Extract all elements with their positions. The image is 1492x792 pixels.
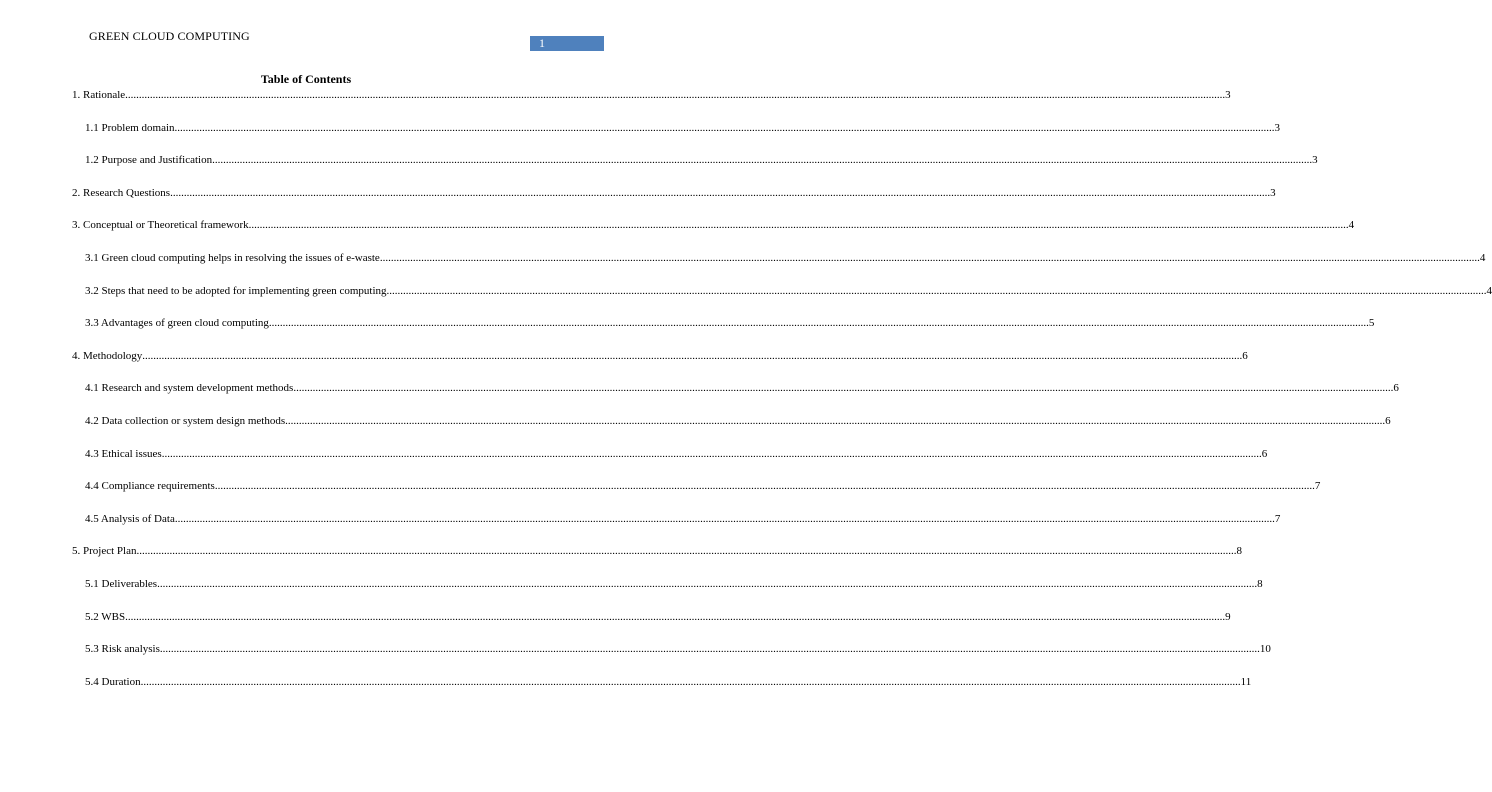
toc-entry-page: 8 (1236, 545, 1242, 558)
toc-entry-page: 4 (1486, 284, 1492, 297)
toc-entry[interactable] (85, 610, 1231, 624)
toc-entry-label: 5.4 Duration (85, 675, 141, 688)
toc-entry-label: 5.2 WBS (85, 610, 126, 623)
toc-entry-page: 4 (1479, 252, 1486, 264)
toc-entry-page: 6 (1393, 382, 1399, 395)
toc-entry-page: 3 (1312, 154, 1318, 167)
toc-dot-leader: ................................................................................................................................................................................................................................................................................................................................................................................................................ (174, 512, 1275, 525)
toc-entry-label: 4.4 Compliance requirements (85, 480, 215, 493)
toc-entry[interactable] (72, 186, 1276, 200)
toc-entry-page: 9 (1225, 610, 1231, 623)
toc-entry-label: 1.1 Problem domain (85, 121, 175, 134)
toc-entry[interactable] (85, 415, 1391, 428)
toc-dot-leader: ................................................................................................................................................................................................................................................................................................................................................................................................................ (268, 317, 1369, 330)
toc-entry-page: 4 (1348, 219, 1355, 232)
toc-dot-leader: ................................................................................................................................................................................................................................................................................................................................................................................................................ (157, 578, 1258, 590)
toc-entry-label: 2. Research Questions (72, 186, 171, 199)
toc-entry[interactable] (72, 349, 1248, 363)
toc-dot-leader: ................................................................................................................................................................................................................................................................................................................................................................................................................ (379, 252, 1480, 264)
toc-dot-leader: ................................................................................................................................................................................................................................................................................................................................................................................................................ (293, 382, 1394, 395)
toc-entry-page: 7 (1274, 512, 1281, 525)
toc-entry-label: 1.2 Purpose and Justification (85, 154, 213, 167)
toc-dot-leader: ................................................................................................................................................................................................................................................................................................................................................................................................................ (142, 349, 1243, 362)
toc-entry[interactable] (85, 578, 1263, 591)
toc-entry[interactable] (85, 154, 1318, 167)
toc-entry[interactable] (85, 447, 1268, 461)
toc-entry[interactable] (85, 512, 1281, 526)
toc-entry-page: 8 (1257, 578, 1263, 590)
toc-entry-label: 3.1 Green cloud computing helps in resolving the issues of e-waste (85, 252, 380, 264)
toc-entry[interactable] (85, 643, 1271, 656)
toc-entry-label: 5. Project Plan (72, 545, 137, 558)
toc-dot-leader: ................................................................................................................................................................................................................................................................................................................................................................................................................ (170, 186, 1271, 199)
toc-dot-leader: ................................................................................................................................................................................................................................................................................................................................................................................................................ (285, 415, 1386, 427)
toc-entry[interactable] (85, 121, 1281, 135)
toc-dot-leader: ................................................................................................................................................................................................................................................................................................................................................................................................................ (161, 447, 1262, 460)
toc-entry-label: 5.3 Risk analysis (85, 643, 160, 656)
toc-entry-page: 6 (1385, 415, 1391, 427)
toc-entry-label: 4.5 Analysis of Data (85, 512, 175, 525)
toc-entry-label: 3.3 Advantages of green cloud computing (85, 317, 269, 330)
toc-entry-page: 3 (1270, 186, 1276, 199)
page-number-box (530, 36, 604, 51)
toc-entry-label: 3.2 Steps that need to be adopted for implementing green computing (85, 284, 387, 297)
toc-entry[interactable] (85, 382, 1399, 395)
toc-dot-leader: ................................................................................................................................................................................................................................................................................................................................................................................................................ (140, 675, 1241, 688)
toc-entry-label: 1. Rationale (72, 89, 126, 101)
toc-dot-leader: ................................................................................................................................................................................................................................................................................................................................................................................................................ (214, 480, 1315, 493)
toc-entry[interactable] (72, 89, 1231, 102)
toc-entry-page: 7 (1314, 480, 1321, 493)
toc-title: Table of Contents (260, 72, 352, 86)
header-title: GREEN CLOUD COMPUTING (89, 29, 250, 43)
toc-dot-leader: ................................................................................................................................................................................................................................................................................................................................................................................................................ (174, 121, 1275, 134)
toc-entry[interactable] (72, 545, 1242, 558)
toc-entry-page: 6 (1261, 447, 1268, 460)
toc-entry-page: 5 (1368, 317, 1375, 330)
toc-dot-leader: ................................................................................................................................................................................................................................................................................................................................................................................................................ (212, 154, 1313, 167)
toc-dot-leader: ................................................................................................................................................................................................................................................................................................................................................................................................................ (136, 545, 1237, 558)
toc-entry[interactable] (85, 284, 1492, 298)
toc-entry-label: 4.1 Research and system development methods (85, 382, 294, 395)
toc-dot-leader: ................................................................................................................................................................................................................................................................................................................................................................................................................ (386, 284, 1487, 297)
toc-entry[interactable] (85, 317, 1375, 330)
toc-entry-label: 4.2 Data collection or system design methods (85, 415, 286, 427)
toc-entry[interactable] (72, 219, 1355, 232)
toc-entry-page: 3 (1225, 89, 1231, 101)
toc-entry-page: 6 (1242, 349, 1248, 362)
toc-entry[interactable] (85, 675, 1252, 689)
toc-entry-label: 4.3 Ethical issues (85, 447, 162, 460)
toc-entry-label: 4. Methodology (72, 349, 143, 362)
toc-dot-leader: ................................................................................................................................................................................................................................................................................................................................................................................................................ (125, 610, 1226, 623)
toc-entry-page: 3 (1274, 121, 1281, 134)
toc-entry-label: 3. Conceptual or Theoretical framework (72, 219, 249, 232)
toc-dot-leader: ................................................................................................................................................................................................................................................................................................................................................................................................................ (125, 89, 1226, 101)
toc-entry[interactable] (85, 252, 1486, 265)
toc-entry-page: 10 (1259, 643, 1271, 656)
toc-entry-label: 5.1 Deliverables (85, 578, 158, 590)
toc-entry[interactable] (85, 480, 1321, 493)
toc-dot-leader: ................................................................................................................................................................................................................................................................................................................................................................................................................ (159, 643, 1260, 656)
toc-dot-leader: ................................................................................................................................................................................................................................................................................................................................................................................................................ (248, 219, 1349, 232)
page-number: 1 (539, 36, 545, 50)
toc-entry-page: 11 (1240, 675, 1252, 688)
